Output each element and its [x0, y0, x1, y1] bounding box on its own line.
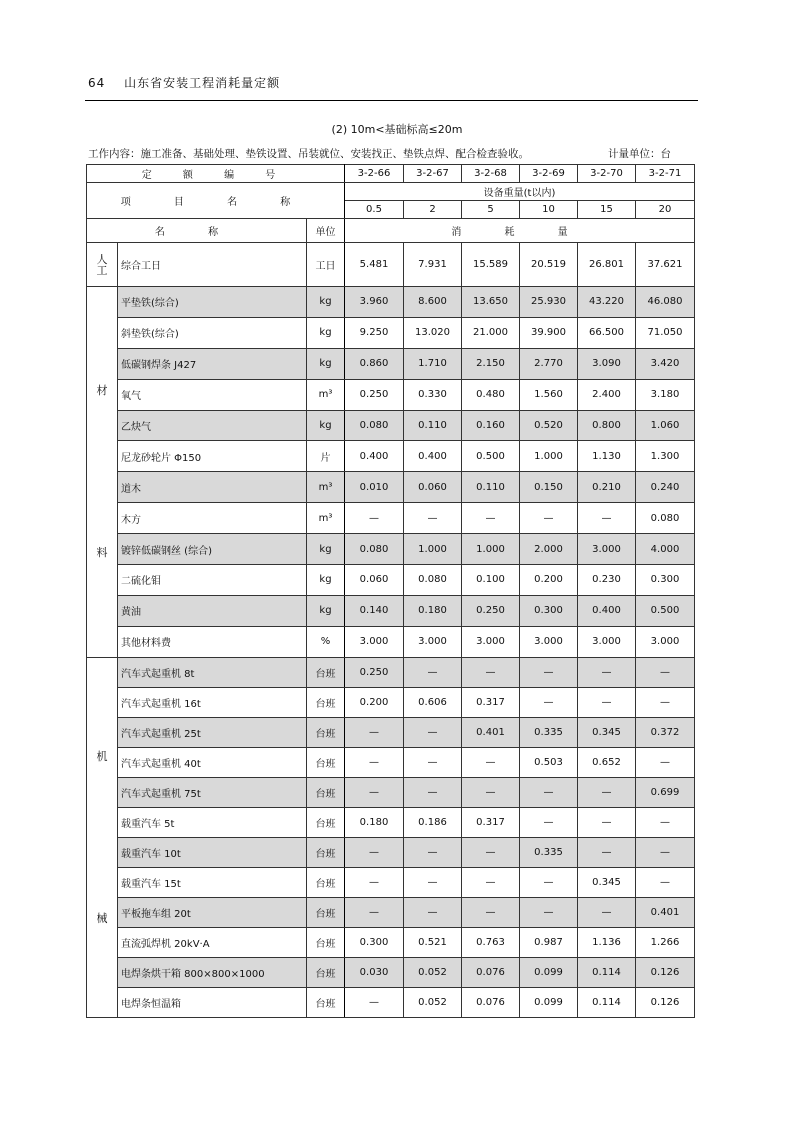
page-number: 64	[88, 76, 106, 90]
item-value: 0.160	[462, 410, 520, 441]
quota-table	[86, 164, 695, 1018]
work-content: 工作内容：施工准备、基础处理、垫铁设置、吊装就位、安装找正、垫铁点焊、配合检查验收。	[88, 148, 529, 160]
item-unit: 台班	[307, 747, 345, 777]
item-unit: 工日	[307, 243, 345, 287]
item-value: 0.150	[520, 472, 578, 503]
item-value: 1.136	[578, 927, 636, 957]
item-value: 0.099	[520, 957, 578, 987]
header-rule	[85, 100, 698, 101]
item-value: —	[578, 503, 636, 534]
item-unit: m³	[307, 472, 345, 503]
item-value: 0.080	[404, 565, 462, 596]
item-value: —	[520, 807, 578, 837]
item-value: 0.180	[404, 595, 462, 626]
param-value: 20	[636, 201, 695, 219]
item-value: 3.960	[345, 287, 404, 318]
item-value: 0.140	[345, 595, 404, 626]
col-consumption-header: 消 耗 量	[345, 219, 695, 243]
item-value: 0.200	[345, 687, 404, 717]
item-value: 37.621	[636, 243, 695, 287]
item-value: 1.300	[636, 441, 695, 472]
item-value: 3.000	[404, 626, 462, 657]
item-value: —	[345, 747, 404, 777]
item-value: —	[636, 807, 695, 837]
item-name: 汽车式起重机 16t	[118, 687, 307, 717]
item-name: 电焊条烘干箱 800×800×1000	[118, 957, 307, 987]
item-unit: 台班	[307, 867, 345, 897]
item-unit: 台班	[307, 897, 345, 927]
item-value: 0.052	[404, 987, 462, 1017]
item-value: 0.860	[345, 348, 404, 379]
item-value: 0.114	[578, 957, 636, 987]
param-label: 设备重量(t以内)	[345, 183, 695, 201]
item-value: —	[520, 503, 578, 534]
item-value: —	[404, 837, 462, 867]
item-value: 7.931	[404, 243, 462, 287]
table-row	[87, 472, 695, 503]
item-value: 46.080	[636, 287, 695, 318]
item-unit: 台班	[307, 837, 345, 867]
param-value: 2	[404, 201, 462, 219]
category-machine	[87, 657, 118, 1017]
item-name: 汽车式起重机 8t	[118, 657, 307, 687]
category-material	[87, 287, 118, 658]
item-value: —	[404, 777, 462, 807]
item-value: 0.230	[578, 565, 636, 596]
item-value: —	[462, 747, 520, 777]
category-char: 械	[96, 911, 108, 925]
item-value: 0.080	[636, 503, 695, 534]
item-value: 1.060	[636, 410, 695, 441]
quota-code: 3-2-67	[404, 165, 462, 183]
param-value: 10	[520, 201, 578, 219]
item-name: 载重汽车 5t	[118, 807, 307, 837]
item-value: 71.050	[636, 317, 695, 348]
item-name-label: 项 目 名 称	[87, 183, 345, 219]
item-value: —	[520, 657, 578, 687]
table-row	[87, 317, 695, 348]
item-name: 道木	[118, 472, 307, 503]
item-value: 3.000	[345, 626, 404, 657]
table-row	[87, 867, 695, 897]
item-name: 汽车式起重机 75t	[118, 777, 307, 807]
item-unit: kg	[307, 348, 345, 379]
item-unit: 台班	[307, 927, 345, 957]
item-value: 0.500	[636, 595, 695, 626]
item-value: —	[636, 687, 695, 717]
item-value: 0.400	[404, 441, 462, 472]
item-value: 0.080	[345, 534, 404, 565]
item-name: 汽车式起重机 25t	[118, 717, 307, 747]
item-name: 木方	[118, 503, 307, 534]
item-name: 载重汽车 10t	[118, 837, 307, 867]
item-value: 0.180	[345, 807, 404, 837]
item-value: 0.521	[404, 927, 462, 957]
item-name: 乙炔气	[118, 410, 307, 441]
item-value: —	[578, 777, 636, 807]
item-value: —	[636, 867, 695, 897]
table-row	[87, 927, 695, 957]
item-value: —	[404, 867, 462, 897]
item-value: 0.060	[404, 472, 462, 503]
table-row	[87, 503, 695, 534]
item-value: 0.250	[345, 657, 404, 687]
item-name: 低碳钢焊条 J427	[118, 348, 307, 379]
item-value: —	[345, 717, 404, 747]
page-header	[88, 74, 280, 91]
table-row	[87, 657, 695, 687]
param-value: 0.5	[345, 201, 404, 219]
table-row	[87, 626, 695, 657]
item-value: —	[578, 897, 636, 927]
item-value: 0.052	[404, 957, 462, 987]
category-char: 人	[96, 252, 108, 266]
item-name: 平板拖车组 20t	[118, 897, 307, 927]
table-row	[87, 410, 695, 441]
table-row	[87, 807, 695, 837]
item-name: 氧气	[118, 379, 307, 410]
param-value: 15	[578, 201, 636, 219]
category-char: 工	[96, 263, 108, 277]
item-name: 载重汽车 15t	[118, 867, 307, 897]
item-value: 0.250	[462, 595, 520, 626]
item-value: 0.114	[578, 987, 636, 1017]
item-unit: 台班	[307, 657, 345, 687]
item-value: 3.180	[636, 379, 695, 410]
item-value: —	[578, 657, 636, 687]
table-row	[87, 595, 695, 626]
item-value: 3.000	[462, 626, 520, 657]
quota-code: 3-2-66	[345, 165, 404, 183]
item-value: 3.000	[520, 626, 578, 657]
item-value: 0.763	[462, 927, 520, 957]
item-value: —	[578, 687, 636, 717]
table-row	[87, 837, 695, 867]
table-row	[87, 747, 695, 777]
item-value: 0.652	[578, 747, 636, 777]
item-value: —	[578, 837, 636, 867]
table-row	[87, 957, 695, 987]
quota-code: 3-2-70	[578, 165, 636, 183]
item-value: 0.400	[578, 595, 636, 626]
item-value: 0.080	[345, 410, 404, 441]
item-value: —	[520, 687, 578, 717]
item-value: 3.090	[578, 348, 636, 379]
item-value: 8.600	[404, 287, 462, 318]
item-value: 3.420	[636, 348, 695, 379]
item-value: 4.000	[636, 534, 695, 565]
item-value: 0.010	[345, 472, 404, 503]
item-value: 13.650	[462, 287, 520, 318]
item-name: 尼龙砂轮片 Φ150	[118, 441, 307, 472]
item-value: 1.130	[578, 441, 636, 472]
item-value: 0.200	[520, 565, 578, 596]
item-name: 平垫铁(综合)	[118, 287, 307, 318]
item-value: —	[636, 657, 695, 687]
table-row	[87, 717, 695, 747]
item-value: 15.589	[462, 243, 520, 287]
item-value: 0.076	[462, 987, 520, 1017]
item-value: 0.330	[404, 379, 462, 410]
item-value: —	[345, 503, 404, 534]
item-value: 0.699	[636, 777, 695, 807]
item-value: 1.266	[636, 927, 695, 957]
item-value: 0.500	[462, 441, 520, 472]
item-value: 0.606	[404, 687, 462, 717]
item-value: 0.300	[636, 565, 695, 596]
item-unit: 台班	[307, 777, 345, 807]
category-char: 机	[96, 749, 108, 763]
item-name: 汽车式起重机 40t	[118, 747, 307, 777]
item-unit: m³	[307, 379, 345, 410]
item-name: 黄油	[118, 595, 307, 626]
item-value: 0.110	[404, 410, 462, 441]
item-value: —	[404, 657, 462, 687]
item-value: 1.000	[404, 534, 462, 565]
item-value: 0.126	[636, 987, 695, 1017]
item-value: 2.400	[578, 379, 636, 410]
item-unit: 片	[307, 441, 345, 472]
param-value: 5	[462, 201, 520, 219]
item-unit: m³	[307, 503, 345, 534]
table-row	[87, 534, 695, 565]
item-unit: kg	[307, 410, 345, 441]
item-value: 2.000	[520, 534, 578, 565]
item-unit: kg	[307, 565, 345, 596]
measurement-unit: 计量单位：台	[608, 148, 671, 160]
item-value: 1.560	[520, 379, 578, 410]
item-value: 0.345	[578, 867, 636, 897]
item-unit: 台班	[307, 717, 345, 747]
item-value: 0.401	[462, 717, 520, 747]
item-value: 0.520	[520, 410, 578, 441]
table-row	[87, 379, 695, 410]
item-value: 26.801	[578, 243, 636, 287]
item-value: —	[404, 897, 462, 927]
book-title: 山东省安装工程消耗量定额	[124, 76, 281, 90]
item-value: 0.503	[520, 747, 578, 777]
item-value: 21.000	[462, 317, 520, 348]
table-row	[87, 687, 695, 717]
item-value: 3.000	[636, 626, 695, 657]
item-value: 0.030	[345, 957, 404, 987]
item-value: 39.900	[520, 317, 578, 348]
table-row	[87, 441, 695, 472]
item-unit: kg	[307, 595, 345, 626]
item-value: 0.250	[345, 379, 404, 410]
item-value: 25.930	[520, 287, 578, 318]
item-value: —	[345, 837, 404, 867]
table-row	[87, 987, 695, 1017]
item-name: 综合工日	[118, 243, 307, 287]
item-value: —	[462, 657, 520, 687]
table-row	[87, 287, 695, 318]
item-value: —	[520, 867, 578, 897]
col-name-header: 名 称	[87, 219, 307, 243]
item-value: 9.250	[345, 317, 404, 348]
item-value: 0.345	[578, 717, 636, 747]
item-unit: 台班	[307, 957, 345, 987]
item-value: 1.000	[520, 441, 578, 472]
item-value: —	[520, 777, 578, 807]
item-name: 斜垫铁(综合)	[118, 317, 307, 348]
item-value: 2.150	[462, 348, 520, 379]
item-value: —	[462, 837, 520, 867]
table-row	[87, 777, 695, 807]
item-unit: kg	[307, 317, 345, 348]
item-value: —	[462, 777, 520, 807]
item-name: 电焊条恒温箱	[118, 987, 307, 1017]
item-value: 3.000	[578, 626, 636, 657]
quota-code: 3-2-71	[636, 165, 695, 183]
item-value: —	[462, 867, 520, 897]
item-value: 0.401	[636, 897, 695, 927]
item-value: —	[345, 867, 404, 897]
item-unit: %	[307, 626, 345, 657]
item-value: —	[636, 837, 695, 867]
quota-code: 3-2-69	[520, 165, 578, 183]
item-value: 20.519	[520, 243, 578, 287]
item-value: 13.020	[404, 317, 462, 348]
item-name: 其他材料费	[118, 626, 307, 657]
item-value: 1.000	[462, 534, 520, 565]
item-value: 0.335	[520, 837, 578, 867]
item-value: 0.480	[462, 379, 520, 410]
item-value: 0.300	[520, 595, 578, 626]
item-value: —	[404, 503, 462, 534]
col-unit-header: 单位	[307, 219, 345, 243]
item-value: 0.100	[462, 565, 520, 596]
item-value: 43.220	[578, 287, 636, 318]
item-value: 66.500	[578, 317, 636, 348]
item-unit: 台班	[307, 807, 345, 837]
category-char: 材	[96, 384, 108, 398]
item-value: 0.300	[345, 927, 404, 957]
item-value: 0.099	[520, 987, 578, 1017]
item-value: —	[345, 777, 404, 807]
table-row	[87, 348, 695, 379]
table-row	[87, 565, 695, 596]
quota-code: 3-2-68	[462, 165, 520, 183]
item-value: 0.317	[462, 687, 520, 717]
table-row	[87, 897, 695, 927]
item-unit: 台班	[307, 687, 345, 717]
item-value: 0.110	[462, 472, 520, 503]
item-value: —	[578, 807, 636, 837]
item-value: 0.060	[345, 565, 404, 596]
item-value: 3.000	[578, 534, 636, 565]
item-name: 二硫化钼	[118, 565, 307, 596]
item-value: 0.800	[578, 410, 636, 441]
item-value: 0.210	[578, 472, 636, 503]
item-value: 0.987	[520, 927, 578, 957]
item-unit: kg	[307, 534, 345, 565]
item-value: 0.400	[345, 441, 404, 472]
quota-code-label: 定 额 编 号	[87, 165, 345, 183]
item-value: —	[345, 987, 404, 1017]
category-labor	[87, 243, 118, 287]
item-value: 0.126	[636, 957, 695, 987]
item-value: —	[520, 897, 578, 927]
category-char: 料	[96, 546, 108, 560]
item-value: —	[404, 747, 462, 777]
table-row	[87, 243, 695, 287]
item-value: 2.770	[520, 348, 578, 379]
item-unit: kg	[307, 287, 345, 318]
item-value: 0.372	[636, 717, 695, 747]
item-value: —	[462, 503, 520, 534]
item-value: 0.335	[520, 717, 578, 747]
item-value: 1.710	[404, 348, 462, 379]
item-name: 镀锌低碳钢丝 (综合)	[118, 534, 307, 565]
item-name: 直流弧焊机 20kV·A	[118, 927, 307, 957]
item-value: 0.240	[636, 472, 695, 503]
item-value: 0.186	[404, 807, 462, 837]
item-unit: 台班	[307, 987, 345, 1017]
item-value: 5.481	[345, 243, 404, 287]
item-value: —	[404, 717, 462, 747]
item-value: —	[636, 747, 695, 777]
item-value: 0.317	[462, 807, 520, 837]
section-title: (2) 10m<基础标高≤20m	[331, 123, 463, 136]
item-value: 0.076	[462, 957, 520, 987]
item-value: —	[345, 897, 404, 927]
item-value: —	[462, 897, 520, 927]
